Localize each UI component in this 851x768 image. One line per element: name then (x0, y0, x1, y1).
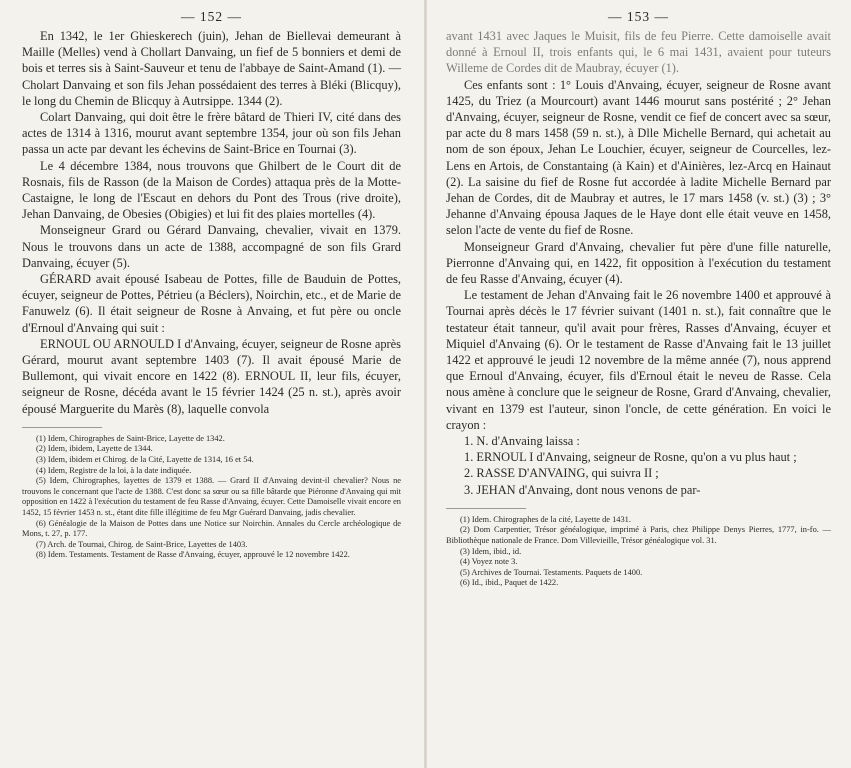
footnote: (1) Idem. Chirographes de la cité, Layette de 1431. (460, 514, 631, 524)
footnote: (3) Idem, ibidem et Chirog. de la Cité, Layette de 1314, 16 et 54. (36, 455, 254, 465)
footnote: (2) Idem, ibidem, Layette de 1344. (36, 444, 153, 454)
footnote: (5) Archives de Tournai. Testaments. Paquets de 1400. (460, 567, 643, 577)
paragraph: GÉRARD avait épousé Isabeau de Pottes, fille de Bauduin de Pottes, écuyer, seigneur de Pottes, Pétrieu (a Béclers), Noirchin, etc., et de Marie de Fanuwelz (6). Il était seigneur de Rosne à Anvaing, et fut père ou oncle d'Ernoul d'Anvaing qui suit : (22, 272, 401, 335)
footnote: (6) Id., ibid., Paquet de 1422. (460, 578, 559, 588)
left-page (0, 0, 425, 768)
footnote-rule (446, 508, 526, 509)
page-number: — 153 — (608, 9, 669, 24)
right-page (426, 0, 851, 768)
footnote: (6) Généalogie de la Maison de Pottes dans une Notice sur Noirchin. Annales du Cercle archéologique de Mons, t. 27, p. 177. (22, 518, 401, 539)
paragraph: En 1342, le 1er Ghieskerech (juin), Jehan de Biellevai demeurant à Maille (Melles) vend à Chollart Danvaing, un fief de 5 bonniers et demi de bois et terres sis à Saint-Sauveur et tenu de l'abbaye de Saint-Amand (1). — Cholart Danvaing et son fils Jehan possédaient des terres à Bléki (Blicquy), le long du Chemin de Blicquy à Autrsippe. 1344 (2). (22, 29, 401, 108)
genealogy-list-item: 2. RASSE D'ANVAING, qui suivra II ; (464, 466, 659, 481)
paragraph: Colart Danvaing, qui doit être le frère bâtard de Thieri IV, cité dans des actes de 1314 à 1316, mourut avant septembre 1354, jour où son fils Jehan passa un acte par devant les échevins de Saint-Brice en Tournai (3). (22, 110, 401, 157)
left-body-text (22, 28, 401, 417)
left-footnotes (22, 434, 401, 561)
genealogy-list-item: 3. JEHAN d'Anvaing, dont nous venons de par- (464, 482, 701, 497)
paragraph: ERNOUL OU ARNOULD I d'Anvaing, écuyer, seigneur de Rosne après Gérard, mourut avant septembre 1403 (7). Il avait épousé Marie de Bullemont, qui vivait encore en 1422 (8). ERNOUL II, leur fils, écuyer, seigneur de Rosne, décéda avant le 15 février 1424 (25 n. st.), après avoir épousé Marguerite du Marès (8), laquelle convola (22, 336, 401, 416)
genealogy-list-item: 1. N. d'Anvaing laissa : (464, 434, 580, 449)
paragraph: avant 1431 avec Jaques le Muisit, fils de feu Pierre. Cette damoiselle avait donné à Ernoul II, trois enfants qui, le 6 mai 1431, avaient pour tuteurs Willeme de Cordes dit de Maubray, écuyer (1). (446, 29, 831, 76)
paragraph: Monseigneur Grard ou Gérard Danvaing, chevalier, vivait en 1379. Nous le trouvons dans un acte de 1388, accompagné de son fils Grard Danvaing, écuyer (5). (22, 223, 401, 270)
paragraph: Le testament de Jehan d'Anvaing fait le 26 novembre 1400 et approuvé à Tournai après décès le 17 février suivant (1401 n. st.), fait connaître que le testateur était tanneur, qu'il avait pour frères, Rasses d'Anvaing, écuyer et Miquiel d'Anvaing (6). Or le testament de Rasse d'Anvaing fait le 13 juillet 1422 et approuvé le jeudi 12 novembre de la même année (7), nous apprend que Ernoul d'Anvaing, écuyer, fils d'Ernoul était le neveu de Rasse. Cela nous amène à conclure que le seigneur de Rosne, Grard d'Anvaing, chevalier, vivant en 1379 est l'auteur, sinon l'oncle, de cette génération. En voici le crayon : (446, 288, 831, 432)
footnote: (8) Idem. Testaments. Testament de Rasse d'Anvaing, écuyer, approuvé le 12 novembre 1422. (36, 550, 350, 560)
paragraph: Monseigneur Grard d'Anvaing, chevalier fut père d'une fille naturelle, Pierronne d'Anvaing qui, en 1422, fit opposition à l'exécution du testament de feu Rasse d'Anvaing, écuyer (4). (446, 239, 831, 287)
footnote: (4) Idem, Registre de la loi, à la date indiquée. (36, 465, 192, 475)
footnote: (2) Dom Carpentier, Trésor généalogique, imprimé à Paris, chez Philippe Denys Pierres, 1777, in-fo. — Bibliothèque nationale de France. Dom Villevieille, Trésor généalogique vol. 31. (446, 525, 831, 546)
paragraph: Ces enfants sont : 1° Louis d'Anvaing, écuyer, seigneur de Rosne avant 1425, du Triez (a Mourcourt) avant 1446 mourut sans postérité ; 2° Jehan d'Anvaing, écuyer, seigneur de Rosne, vendit ce fief de concert avec sa sœur, par acte du 8 mars 1458 (59 n. st.), à Dlle Michelle Bernard, qui achetait au nom de son époux, Jehan Le Louchier, écuyer, seigneur de Courcelles, lez-Lens en Artois, de Constantaing (à Kain) et d'Ainières, lez-Arcq en Hainaut (2). La saisine du fief de Rosne fut accordée à ladite Michelle Bernard par Jehan de Cordes, dit de Maubray et autres, le 17 mars 1458 (v. st.) (3) ; 3° Jehanne d'Anvaing épousa Jaques de le Haye dont elle était veuve en 1458, selon l'acte de vente du fief de Rosne. (446, 77, 831, 238)
right-footnotes (446, 515, 831, 589)
footnote: (7) Arch. de Tournai, Chirog. de Saint-Brice, Layettes de 1403. (36, 539, 248, 549)
page-number: — 152 — (181, 9, 242, 24)
footnote: (3) Idem, ibid., id. (460, 546, 522, 556)
footnote: (1) Idem, Chirographes de Saint-Brice, Layette de 1342. (36, 433, 225, 443)
right-body-text (446, 28, 831, 498)
footnote-rule (22, 427, 102, 428)
footnote: (5) Idem, Chirographes, layettes de 1379 et 1388. — Grard II d'Anvaing devint-il chevalier? Nous ne trouvons le concernant que l'acte de 1388. C'est donc sa sœur ou sa fille bâtarde que Piéronne d'Anvaing qui mit opposition en 1422 à l'exécution du testament de feu Rasse d'Anvaing, écuyer. Cette Damoiselle vivait encore en 1452, 15 février 1453 n. st., étant dite fille illégitime de feu Mgr Guérard Danvaing, jadis chevalier. (22, 476, 401, 518)
genealogy-list-item: 1. ERNOUL I d'Anvaing, seigneur de Rosne, qu'on a vu plus haut ; (464, 450, 797, 465)
paragraph: Le 4 décembre 1384, nous trouvons que Ghilbert de le Court dit de Rosnais, fils de Rasson (de la Maison de Cordes) attaqua près de la Motte-Castaigne, le long de l'Escaut en dehors du Pont des Trous (rive droite), Jehan Danvaing, de Obesies (Obigies) et lui fit des plaies mortelles (4). (22, 158, 401, 222)
footnote: (4) Voyez note 3. (460, 557, 518, 567)
